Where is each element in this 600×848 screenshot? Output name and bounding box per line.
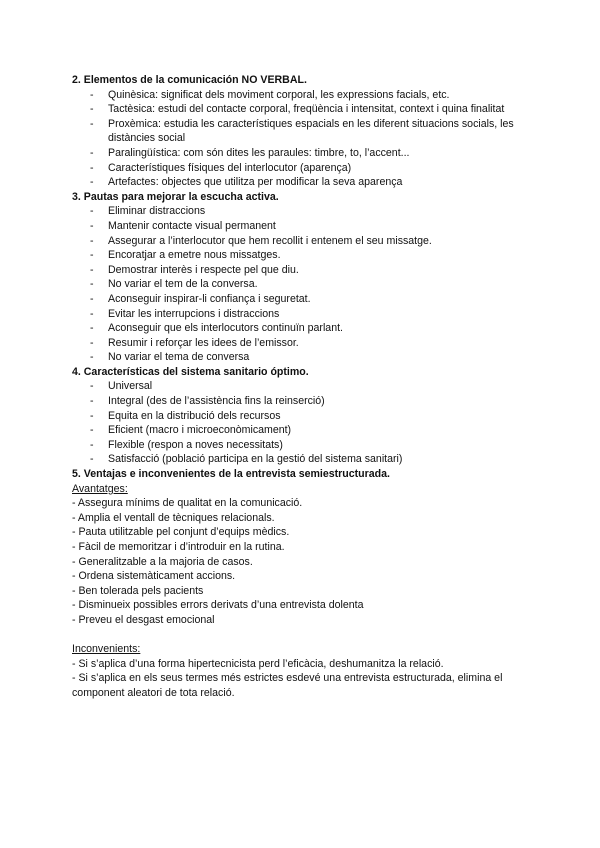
list-item (72, 336, 542, 351)
bullet: - (90, 307, 94, 320)
list-item-text: Evitar les interrupcions i distraccions (108, 307, 280, 320)
bullet: - (90, 380, 94, 393)
bullet: - (90, 205, 94, 218)
list-item: - Fàcil de memoritzar i d’introduir en la rutina. (72, 541, 285, 553)
bullet: - (90, 219, 94, 232)
bullet: - (90, 117, 94, 130)
bullet: - (90, 88, 94, 101)
list-item-text: Aconseguir que els interlocutors continuïn parlant. (108, 322, 343, 335)
list-item (72, 409, 542, 424)
section-heading-4: 4. Características del sistema sanitario óptimo. (72, 365, 309, 378)
list-item (72, 146, 542, 161)
bullet: - (90, 322, 94, 335)
section-list-2 (72, 88, 542, 190)
list-item (72, 102, 542, 117)
list-item (72, 452, 542, 467)
list-item (72, 438, 542, 453)
bullet: - (90, 161, 94, 174)
disadvantage-item: - Si s’aplica d’una forma hipertecnicista perd l’eficàcia, deshumanitza la relació. (72, 657, 444, 670)
list-item (72, 248, 542, 263)
list-item-text: Tactèsica: estudi del contacte corporal, freqüència i intensitat, context i quina finalitat (108, 103, 505, 116)
list-item (72, 204, 542, 219)
list-item (72, 423, 542, 438)
list-item-text: Artefactes: objectes que utilitza per modificar la seva aparença (108, 176, 403, 189)
list-item (72, 277, 542, 292)
bullet: - (90, 249, 94, 262)
list-item: - Preveu el desgast emocional (72, 613, 215, 626)
list-item (72, 321, 542, 336)
list-item-text: No variar el tem de la conversa. (108, 278, 258, 291)
list-item-text: Assegurar a l’interlocutor que hem recollit i entenem el seu missatge. (108, 234, 432, 247)
list-item-text: Paralingüística: com són dites les paraules: timbre, to, l’accent... (108, 146, 410, 159)
list-item-text: Flexible (respon a noves necessitats) (108, 438, 283, 451)
bullet: - (90, 146, 94, 159)
bullet: - (90, 453, 94, 466)
bullet: - (90, 424, 94, 437)
list-item (72, 379, 542, 394)
list-item (72, 350, 542, 365)
list-item (72, 88, 542, 103)
section-heading-3: 3. Pautas para mejorar la escucha activa. (72, 190, 279, 203)
bullet: - (90, 395, 94, 408)
list-item: - Assegura mínims de qualitat en la comunicació. (72, 497, 303, 510)
list-item-text: Satisfacció (població participa en la gestió del sistema sanitari) (108, 453, 403, 466)
list-item (72, 117, 542, 146)
bullet: - (90, 292, 94, 305)
section-list-4 (72, 379, 542, 467)
bullet: - (90, 409, 94, 422)
advantages-title: Avantatges: (72, 482, 128, 495)
bullet: - (90, 351, 94, 364)
list-item-text: Proxèmica: estudia les característiques espacials en les diferent situacions socials, les distàncies social (108, 117, 514, 145)
list-item (72, 175, 542, 190)
section-heading-2: 2. Elementos de la comunicación NO VERBAL. (72, 74, 307, 86)
list-item (72, 292, 542, 307)
list-item-text: Universal (108, 380, 153, 393)
bullet: - (90, 263, 94, 276)
list-item: - Pauta utilitzable pel conjunt d’equips mèdics. (72, 526, 290, 539)
list-item-text: Característiques físiques del interlocutor (aparença) (108, 161, 352, 174)
list-item (72, 234, 542, 249)
list-item-text: Equita en la distribució dels recursos (108, 409, 281, 422)
bullet: - (90, 278, 94, 291)
list-item: - Disminueix possibles errors derivats d’una entrevista dolenta (72, 599, 364, 612)
list-item-text: Mantenir contacte visual permanent (108, 219, 276, 232)
list-item-text: No variar el tema de conversa (108, 351, 250, 364)
list-item-text: Encoratjar a emetre nous missatges. (108, 249, 281, 262)
bullet: - (90, 234, 94, 247)
list-item-text: Integral (des de l’assistència fins la reinserció) (108, 395, 325, 408)
disadvantage-item: - Si s’aplica en els seus termes més estrictes esdevé una entrevista estructurada, elimina el component aleatori de tota relació. (72, 672, 503, 699)
bullet: - (90, 438, 94, 451)
list-item (72, 307, 542, 322)
list-item-text: Eliminar distraccions (108, 205, 206, 218)
section-list-3 (72, 204, 542, 365)
list-item (72, 161, 542, 176)
list-item: - Generalitzable a la majoria de casos. (72, 555, 253, 568)
list-item-text: Quinèsica: significat dels moviment corporal, les expressions facials, etc. (108, 88, 450, 101)
list-item (72, 263, 542, 278)
disadvantages-title: Inconvenients: (72, 643, 141, 656)
list-item: - Ordena sistemàticament accions. (72, 570, 236, 583)
list-item (72, 394, 542, 409)
document-page (72, 73, 542, 701)
list-item (72, 219, 542, 234)
list-item-text: Demostrar interès i respecte pel que diu. (108, 263, 299, 276)
spacer (72, 628, 542, 643)
bullet: - (90, 103, 94, 116)
advantages-list (72, 496, 542, 627)
list-item-text: Resumir i reforçar les idees de l’emissor. (108, 336, 299, 349)
bullet: - (90, 176, 94, 189)
bullet: - (90, 336, 94, 349)
list-item: - Amplia el ventall de tècniques relacionals. (72, 511, 275, 524)
list-item: - Ben tolerada pels pacients (72, 584, 204, 597)
section-heading-5: 5. Ventajas e inconvenientes de la entrevista semiestructurada. (72, 468, 390, 481)
list-item-text: Eficient (macro i microeconòmicament) (108, 424, 292, 437)
list-item-text: Aconseguir inspirar-li confiança i seguretat. (108, 292, 311, 305)
